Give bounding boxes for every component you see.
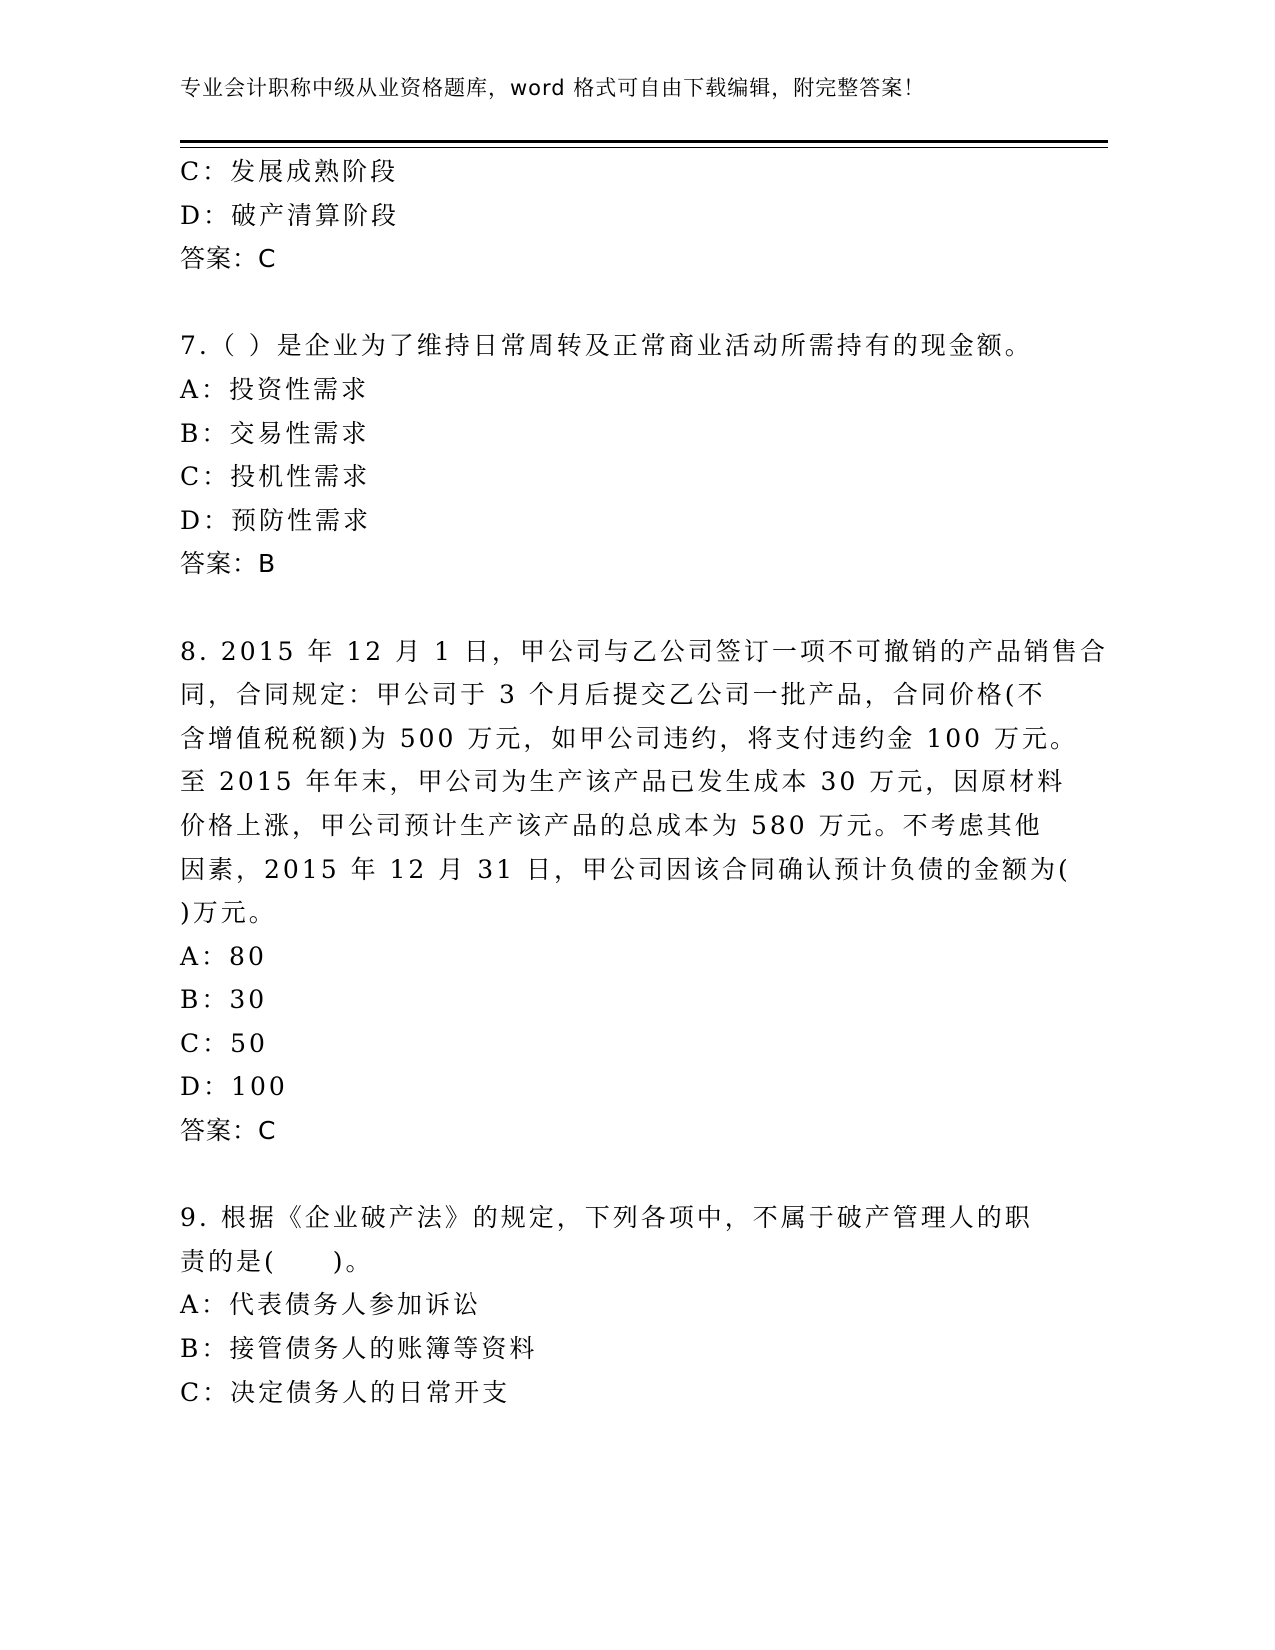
option-d: D：破产清算阶段 xyxy=(180,200,400,230)
question-8-stem-line: 8. 2015 年 12 月 1 日，甲公司与乙公司签订一项不可撤销的产品销售合 xyxy=(180,636,1108,666)
question-8-option-c: C：50 xyxy=(180,1028,268,1058)
question-7-option-b: B：交易性需求 xyxy=(180,418,370,448)
question-7-option-d: D：预防性需求 xyxy=(180,505,372,535)
question-9-option-c: C：决定债务人的日常开支 xyxy=(180,1377,511,1407)
question-7-answer: 答案：B xyxy=(180,549,277,579)
header-rule-thick xyxy=(180,140,1108,143)
page-header: 专业会计职称中级从业资格题库，word 格式可自由下载编辑，附完整答案！ xyxy=(180,76,926,100)
question-7-stem: 7.（ ）是企业为了维持日常周转及正常商业活动所需持有的现金额。 xyxy=(180,331,1033,361)
question-8-option-b: B：30 xyxy=(180,985,268,1015)
answer: 答案：C xyxy=(180,244,277,274)
question-8-option-a: A：80 xyxy=(180,941,267,971)
question-8-stem-line: 因素，2015 年 12 月 31 日，甲公司因该合同确认预计负债的金额为( xyxy=(180,854,1071,884)
question-8-option-d: D：100 xyxy=(180,1072,288,1102)
question-8-stem-line: )万元。 xyxy=(180,898,277,928)
question-8-answer: 答案：C xyxy=(180,1116,277,1146)
question-9-option-a: A：代表债务人参加诉讼 xyxy=(180,1290,482,1320)
spacer xyxy=(180,281,1060,325)
question-9-stem-line: 责的是( )。 xyxy=(180,1246,374,1276)
question-7-option-c: C：投机性需求 xyxy=(180,462,371,492)
question-9-stem-line: 9. 根据《企业破产法》的规定，下列各项中，不属于破产管理人的职 xyxy=(180,1203,1033,1233)
question-9-option-b: B：接管债务人的账簿等资料 xyxy=(180,1334,538,1364)
question-8-stem-line: 价格上涨，甲公司预计生产该产品的总成本为 580 万元。不考虑其他 xyxy=(180,810,1043,840)
spacer xyxy=(180,586,1060,630)
question-8-stem-line: 含增值税税额)为 500 万元，如甲公司违约，将支付违约金 100 万元。 xyxy=(180,723,1078,753)
header-rule-thin xyxy=(180,147,1108,148)
spacer xyxy=(180,1153,1060,1197)
document-body xyxy=(180,150,1108,1414)
question-8-stem-line: 同，合同规定：甲公司于 3 个月后提交乙公司一批产品，合同价格(不 xyxy=(180,680,1046,710)
question-7-option-a: A：投资性需求 xyxy=(180,374,370,404)
option-c: C：发展成熟阶段 xyxy=(180,157,399,186)
question-8-stem-line: 至 2015 年年末，甲公司为生产该产品已发生成本 30 万元，因原材料 xyxy=(180,767,1066,797)
